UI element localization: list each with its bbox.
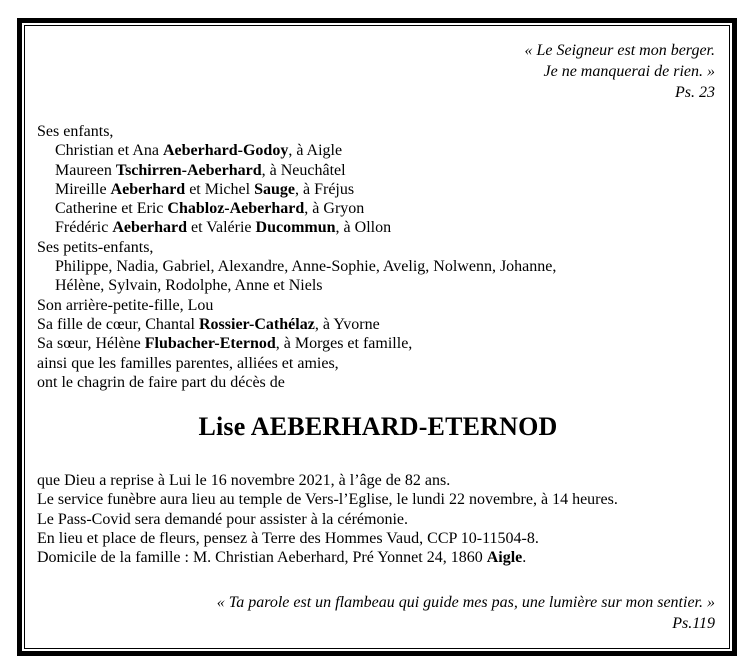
text-segment: En lieu et place de fleurs, pensez à Terre des Hommes Vaud, CCP 10-11504-8. xyxy=(37,530,539,548)
detail-line xyxy=(37,490,719,509)
text-segment: Tschirren-Aeberhard xyxy=(115,161,262,179)
detail-line xyxy=(37,510,719,529)
psalm-quote-top xyxy=(37,40,719,103)
family-line xyxy=(37,122,719,141)
text-segment: , à Ollon xyxy=(335,219,392,237)
family-line xyxy=(37,373,719,392)
family-line xyxy=(37,161,719,180)
notice-outer-frame xyxy=(17,18,737,656)
text-segment: Hélène, Sylvain, Rodolphe, Anne et Niels xyxy=(55,277,323,295)
family-line xyxy=(37,257,719,276)
text-segment: Son arrière-petite-fille, Lou xyxy=(37,296,214,314)
text-segment: . xyxy=(522,549,527,567)
text-segment: Domicile de la famille : M. Christian Aeberhard, Pré Yonnet 24, 1860 xyxy=(37,549,487,567)
detail-line xyxy=(37,548,719,567)
family-line xyxy=(37,296,719,315)
text-segment: Frédéric xyxy=(55,219,113,237)
family-line xyxy=(37,238,719,257)
text-segment: , à Morges et famille, xyxy=(275,335,413,353)
text-segment: Aeberhard xyxy=(112,219,187,237)
text-segment: ainsi que les familles parentes, alliées et amies, xyxy=(37,354,339,372)
family-line xyxy=(37,141,719,160)
text-segment: Chabloz-Aeberhard xyxy=(167,200,305,218)
psalm-quote-bottom-line: « Ta parole est un flambeau qui guide mes pas, une lumière sur mon sentier. » xyxy=(216,593,715,611)
text-segment: Aigle xyxy=(486,549,523,567)
text-segment: Le service funèbre aura lieu au temple de Vers-l’Eglise, le lundi 22 novembre, à 14 heures. xyxy=(37,491,618,509)
text-segment: , à Yvorne xyxy=(314,315,380,333)
text-segment: Catherine et Eric xyxy=(55,200,168,218)
text-segment: Ses petits-enfants, xyxy=(37,238,154,256)
detail-line xyxy=(37,471,719,490)
text-segment: Ses enfants, xyxy=(37,123,114,140)
text-segment: , à Neuchâtel xyxy=(261,161,346,179)
psalm-quote-top-reference: Ps. 23 xyxy=(675,84,715,101)
text-segment: Philippe, Nadia, Gabriel, Alexandre, Anne-Sophie, Avelig, Nolwenn, Johanne, xyxy=(55,258,557,276)
family-line xyxy=(37,199,719,218)
text-segment: , à Gryon xyxy=(304,200,365,218)
family-list xyxy=(37,122,719,392)
text-segment: Aeberhard xyxy=(110,180,186,198)
text-segment: Flubacher-Eternod xyxy=(144,335,276,353)
family-line xyxy=(37,354,719,373)
psalm-quote-bottom xyxy=(37,592,719,634)
text-segment: Sauge xyxy=(254,180,295,198)
family-line xyxy=(37,334,719,353)
text-segment: ont le chagrin de faire part du décès de xyxy=(37,373,285,391)
text-segment: , à Fréjus xyxy=(294,180,355,198)
text-segment: Aeberhard-Godoy xyxy=(162,142,289,160)
family-line xyxy=(37,276,719,295)
family-line xyxy=(37,315,719,334)
deceased-name: Lise AEBERHARD-ETERNOD xyxy=(198,412,558,442)
text-segment: , à Aigle xyxy=(288,142,343,160)
psalm-quote-top-line-2: Je ne manquerai de rien. » xyxy=(543,63,715,80)
text-segment: Maureen xyxy=(55,161,116,179)
text-segment: que Dieu a reprise à Lui le 16 novembre 2021, à l’âge de 82 ans. xyxy=(37,472,451,490)
text-segment: Le Pass-Covid sera demandé pour assister à la cérémonie. xyxy=(37,510,408,528)
text-segment: Christian et Ana xyxy=(55,142,163,160)
funeral-details xyxy=(37,471,719,567)
text-segment: Mireille xyxy=(55,180,111,198)
text-segment: Sa fille de cœur, Chantal xyxy=(37,315,199,333)
family-line xyxy=(37,180,719,199)
text-segment: et Michel xyxy=(185,180,255,198)
notice-inner-frame xyxy=(24,25,730,649)
psalm-quote-top-line-1: « Le Seigneur est mon berger. xyxy=(524,42,715,59)
detail-line xyxy=(37,529,719,548)
text-segment: Ducommun xyxy=(255,219,336,237)
psalm-quote-bottom-reference: Ps.119 xyxy=(672,614,715,632)
family-line xyxy=(37,218,719,237)
text-segment: Sa sœur, Hélène xyxy=(37,335,145,353)
text-segment: Rossier-Cathélaz xyxy=(198,315,315,333)
text-segment: et Valérie xyxy=(186,219,256,237)
